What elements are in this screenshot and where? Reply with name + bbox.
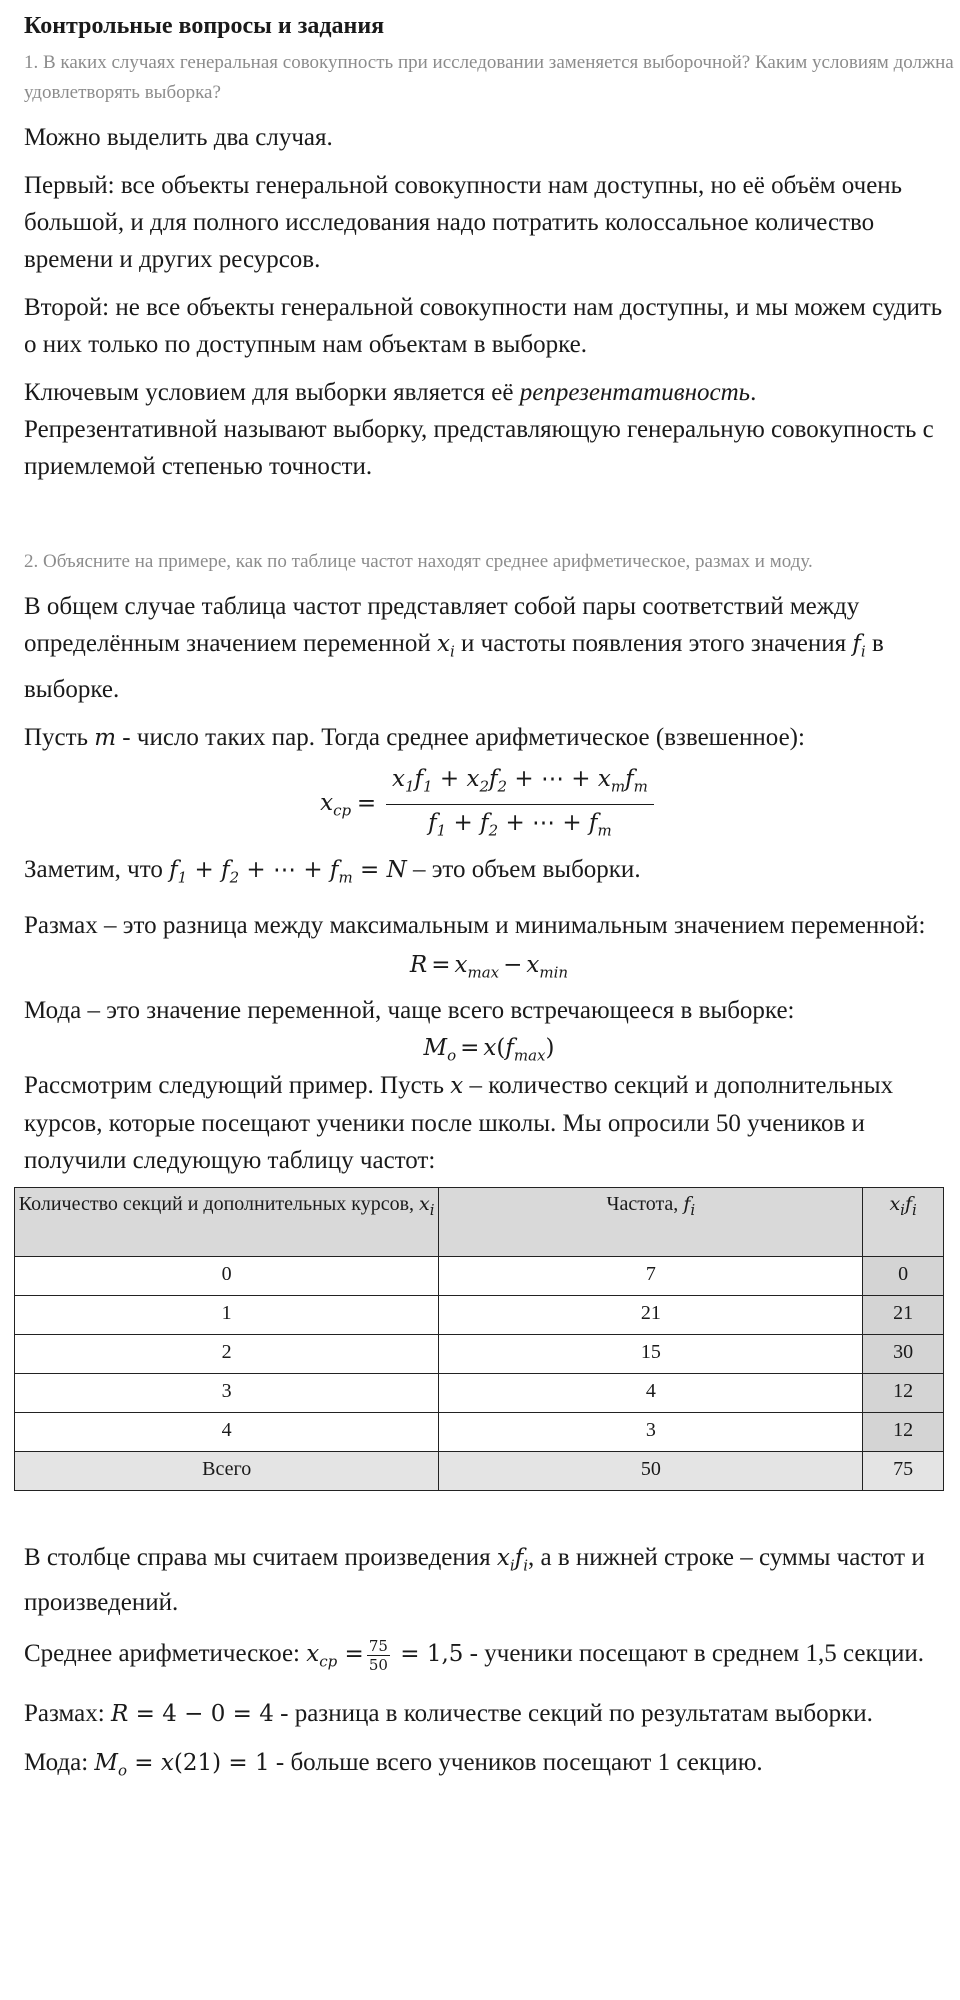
table-header-row [15, 1187, 944, 1256]
mean-formula: $x_{cp}$ = $\frac{x_1f_1 + x_2f_2 + \cdots + x_mf_m}{f_1 + f_2 + \cdots + f_m}$ [24, 763, 954, 847]
cell-f: 15 [439, 1334, 863, 1373]
q1-paragraph-3: Второй: не все объекты генеральной совокупности нам доступны, и мы можем судить о них только по доступным нам объектам в выборке. [24, 294, 943, 358]
question-1: 1. В каких случаях генеральная совокупность при исследовании заменяется выборочной? Каким условиям должна удовлетворять выборка? [24, 52, 954, 103]
table-row [15, 1256, 944, 1295]
table-row [15, 1412, 944, 1451]
cell-xf: 12 [863, 1412, 944, 1451]
after-paragraph-2: Среднее арифметическое: $x_{cp}$ = $\frac{75}{50}$ = 1,5 - ученики посещают в среднем 1,5 секции. [24, 1636, 925, 1674]
q1-paragraph-2: Первый: все объекты генеральной совокупности нам доступны, но её объём очень большой, и для полного исследования надо потратить колоссальное количество времени и других ресурсов. [24, 172, 903, 273]
cell-x: 4 [15, 1412, 439, 1451]
header-cell-product: $x_if_i$ [863, 1187, 944, 1256]
section-heading: Контрольные вопросы и задания [24, 13, 385, 39]
cell-xf: 12 [863, 1373, 944, 1412]
q2-paragraph-5: Мода – это значение переменной, чаще всего встречающееся в выборке: [24, 996, 795, 1024]
q1-paragraph-1: Можно выделить два случая. [24, 124, 333, 151]
cell-x: 2 [15, 1334, 439, 1373]
cell-f: 3 [439, 1412, 863, 1451]
table-row [15, 1295, 944, 1334]
cell-x: 1 [15, 1295, 439, 1334]
mean-value-fraction: $\frac{75}{50}$ [368, 1636, 388, 1674]
table-total-row [15, 1451, 944, 1490]
after-paragraph-4: Мода: $M_o = x(21) = 1$ - больше всего учеников посещают 1 секцию. [24, 1748, 763, 1780]
cell-total-label: Всего [15, 1451, 439, 1490]
cell-x: 0 [15, 1256, 439, 1295]
q1-paragraph-4: Ключевым условием для выборки является её репрезентативность. Репрезентативной называют выборку, представляющую генеральную совокупность с приемлемой степенью точности. [24, 379, 934, 480]
frequency-table [14, 1187, 944, 1491]
header-cell-variable: Количество секций и дополнительных курсов, $x_i$ [15, 1187, 439, 1256]
mean-fraction: $\frac{x_1f_1 + x_2f_2 + \cdots + x_mf_m}{f_1 + f_2 + \cdots + f_m}$ [386, 763, 654, 847]
header-cell-frequency: Частота, $f_i$ [439, 1187, 863, 1256]
q2-paragraph-1: В общем случае таблица частот представляет собой пары соответствий между определённым значением переменной $x_i$ и частоты появления этого значения $f_i$ в выборке. [24, 593, 884, 703]
range-formula: $R = x_{max} - x_{min}$ [409, 952, 569, 982]
table-row [15, 1373, 944, 1412]
emphasis-term: репрезентативность [519, 379, 751, 406]
table-row [15, 1334, 944, 1373]
cell-f: 21 [439, 1295, 863, 1334]
cell-total-xf: 75 [863, 1451, 944, 1490]
q2-paragraph-2: Пусть m - число таких пар. Тогда среднее арифметическое (взвешенное): [24, 723, 805, 751]
cell-xf: 30 [863, 1334, 944, 1373]
cell-xf: 21 [863, 1295, 944, 1334]
q2-paragraph-3: Заметим, что $f_1 + f_2$ + ⋯ + $f_m = N$ – это объем выборки. [24, 855, 641, 887]
cell-f: 4 [439, 1373, 863, 1412]
after-paragraph-3: Размах: R = 4 − 0 = 4 - разница в количестве секций по результатам выборки. [24, 1699, 873, 1727]
mode-formula: $M_o = x(f_{max})$ [423, 1034, 555, 1065]
document-page [18, 10, 954, 1789]
cell-total-f: 50 [439, 1451, 863, 1490]
question-2: 2. Объясните на примере, как по таблице частот находят среднее арифметическое, размах и моду. [24, 551, 813, 572]
cell-xf: 0 [863, 1256, 944, 1295]
q2-paragraph-6: Рассмотрим следующий пример. Пусть x – количество секций и дополнительных курсов, которые посещают ученики после школы. Мы опросили 50 учеников и получили следующую таблицу частот: [24, 1071, 894, 1174]
after-paragraph-1: В столбце справа мы считаем произведения $x_if_i$, а в нижней строке – суммы частот и произведений. [24, 1543, 925, 1617]
cell-x: 3 [15, 1373, 439, 1412]
cell-f: 7 [439, 1256, 863, 1295]
q2-paragraph-4: Размах – это разница между максимальным и минимальным значением переменной: [24, 912, 926, 940]
